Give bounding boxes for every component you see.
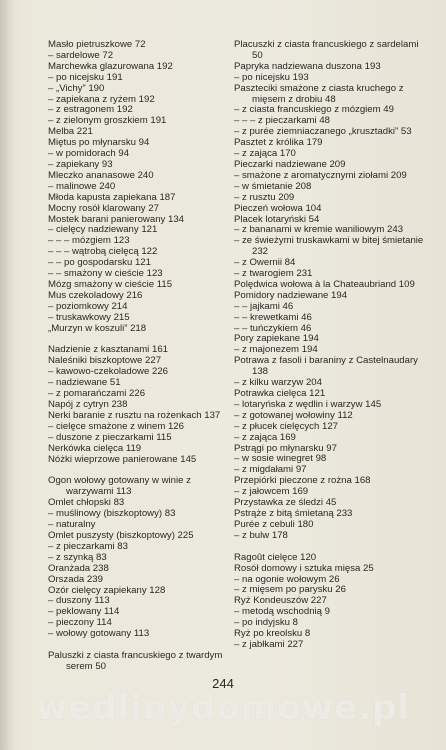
index-entry: Nadzienie z kasztanami 161 [48,344,168,356]
index-entry: – z estragonem 192 [48,104,133,116]
index-entry: Przepiórki pieczone z rożna 168 [234,475,371,487]
index-entry: Placuszki z ciasta francuskiego z sardelami 50 [234,39,419,61]
index-entry: Polędwica wołowa à la Chateaubriand 109 [234,278,415,290]
index-entry: Ogon wołowy gotowany w winie z warzywami 113 [48,475,191,498]
index-entry: – malinowe 240 [48,180,116,192]
index-entry: Omlet chłopski 83 [48,497,125,509]
index-entry: – cielęcy nadziewany 121 [48,224,158,236]
index-entry: Miętus po młynarsku 94 [48,137,150,149]
index-column-right [234,40,426,651]
index-entry: Pomidory nadziewane 194 [234,289,348,301]
index-entry: Nerkówka cielęca 119 [48,442,142,454]
index-entry: Paszteciki smażone z ciasta kruchego z mięsem z drobiu 48 [234,82,404,105]
index-entry: Mózg smażony w cieście 115 [48,278,173,290]
index-entry: – w sosie winegret 98 [234,453,327,465]
index-entry: Mus czekoladowy 216 [48,289,143,301]
index-entry: Papryka nadziewana duszona 193 [234,60,381,72]
index-entry: – z bulw 178 [234,529,288,541]
index-entry: – z kilku warzyw 204 [234,377,322,389]
index-entry: Pstrąże z bitą śmietaną 233 [234,507,353,519]
page-binding-shadow [0,0,14,750]
index-entry: – – jajkami 46 [234,300,294,312]
index-entry: Pieczeń wołowa 104 [234,202,322,214]
index-entry: – z zająca 169 [234,431,296,443]
index-entry: Ryż po kreolsku 8 [234,628,311,640]
index-entry: Orszada 239 [48,573,103,585]
index-entry: – z szynką 83 [48,551,107,563]
index-entry: Paluszki z ciasta francuskiego z twardym serem 50 [48,650,223,672]
index-entry: – z gotowanej wołowiny 112 [234,409,353,421]
index-entry: Przystawka ze śledzi 45 [234,497,337,509]
index-entry: – – tuńczykiem 46 [234,322,312,334]
watermark: wedlinydomowe.pl [35,688,411,728]
index-entry: Naleśniki biszkoptowe 227 [48,355,162,367]
index-entry: „Murzyn w koszuli” 218 [48,322,147,334]
index-entry: – z pomarańczami 226 [48,388,146,400]
index-entry: – „Vichy” 190 [48,82,105,94]
index-entry: – metodą wschodnią 9 [234,606,330,618]
index-entry: – z jałowcem 169 [234,486,309,498]
index-entry: Oranżada 238 [48,562,109,574]
index-entry: – kawowo-czekoladowe 226 [48,366,168,378]
index-entry: Marchewka glazurowana 192 [48,60,173,72]
index-entry: Ozór cielęcy zapiekany 128 [48,584,166,596]
index-entry: Mostek barani panierowany 134 [48,213,184,225]
index-entry: Pstrągi po młynarsku 97 [234,442,337,454]
index-entry: Ryż Kondeuszów 227 [234,595,327,607]
index-entry: – z purée ziemniaczanego „krusztadki” 53 [234,126,412,138]
index-entry: Potrawka cielęca 121 [234,388,326,399]
index-entry: – z bananami w kremie waniliowym 243 [234,224,404,236]
index-entry: – sardelowe 72 [48,49,114,61]
index-entry: – po nicejsku 191 [48,71,123,83]
index-entry: Pory zapiekane 194 [234,333,319,345]
index-entry: – poziomkowy 214 [48,300,128,312]
index-entry: – zapiekana z ryżem 192 [48,93,155,105]
index-entry: Młoda kapusta zapiekana 187 [48,191,176,203]
index-entry: Melba 221 [48,126,93,138]
index-entry: – – krewetkami 46 [234,311,312,323]
index-entry: – – – wątrobą cielęcą 122 [48,246,158,258]
index-entry: – duszony 113 [48,595,110,607]
index-entry: – muślinowy (biszkoptowy) 83 [48,508,176,520]
index-entry: – w pomidorach 94 [48,148,130,160]
index-entry: Mleczko ananasowe 240 [48,169,154,181]
index-entry: – truskawkowy 215 [48,311,130,323]
index-entry: – z mięsem po parysku 26 [234,584,346,596]
index-entry: – po indyjsku 8 [234,617,298,629]
index-entry: – ze świeżymi truskawkami w bitej śmietanie 232 [234,235,424,258]
index-entry: – z migdałami 97 [234,464,307,476]
index-entry: Omlet puszysty (biszkoptowy) 225 [48,529,194,541]
index-entry: – z twarogiem 231 [234,268,313,280]
index-entry: – zapiekany 93 [48,158,113,170]
index-entry: – – smażony w cieście 123 [48,268,163,280]
index-entry: Placek lotaryński 54 [234,213,320,225]
index-entry: – – – z pieczarkami 48 [234,115,330,127]
index-entry: – peklowany 114 [48,606,120,618]
index-entry: – cielęce smażone z winem 126 [48,420,184,432]
index-entry: Ragoût cielęce 120 [234,551,317,563]
index-entry: – na ogonie wołowym 26 [234,573,340,585]
index-entry: – z majonezem 194 [234,344,318,356]
index-entry: – naturalny [48,519,96,531]
index-entry: – nadziewane 51 [48,377,121,389]
index-entry: – – po gospodarsku 121 [48,257,151,269]
index-entry: – z zająca 170 [234,148,296,160]
index-entry: – z ciasta francuskiego z mózgiem 49 [234,104,394,116]
index-entry: Nerki baranie z rusztu na rożenkach 137 [48,409,221,421]
index-entry: Napój z cytryn 238 [48,399,128,410]
index-entry: Pasztet z królika 179 [234,137,323,149]
index-entry: – z jabłkami 227 [234,638,304,650]
index-entry: – lotaryńska z wędlin i warzyw 145 [234,398,382,410]
index-entry: – z pieczarkami 83 [48,540,128,552]
index-entry: Purée z cebuli 180 [234,518,314,530]
index-entry: Pieczarki nadziewane 209 [234,158,346,170]
index-entry: – – – mózgiem 123 [48,235,130,247]
index-entry: – smażone z aromatycznymi ziołami 209 [234,169,407,181]
index-column-left [48,40,230,673]
index-entry: – z rusztu 209 [234,191,295,203]
index-entry: – pieczony 114 [48,617,112,629]
index-entry: – wołowy gotowany 113 [48,628,150,640]
index-entry: Nóżki wieprzowe panierowane 145 [48,453,197,465]
index-entry: Masło pietruszkowe 72 [48,39,146,50]
index-entry: Potrawa z fasoli i baraniny z Castelnaudary 138 [234,355,418,378]
index-entry: Mocny rosół klarowany 27 [48,202,159,214]
index-entry: – po nicejsku 193 [234,71,309,83]
index-entry: – z płucek cielęcych 127 [234,420,338,432]
index-entry: – w śmietanie 208 [234,180,312,192]
index-entry: Rosół domowy i sztuka mięsa 25 [234,562,374,574]
index-entry: – z Owernii 84 [234,257,296,269]
page-number: 244 [212,676,234,691]
index-entry: – z zielonym groszkiem 191 [48,115,167,127]
index-entry: – duszone z pieczarkami 115 [48,431,172,443]
